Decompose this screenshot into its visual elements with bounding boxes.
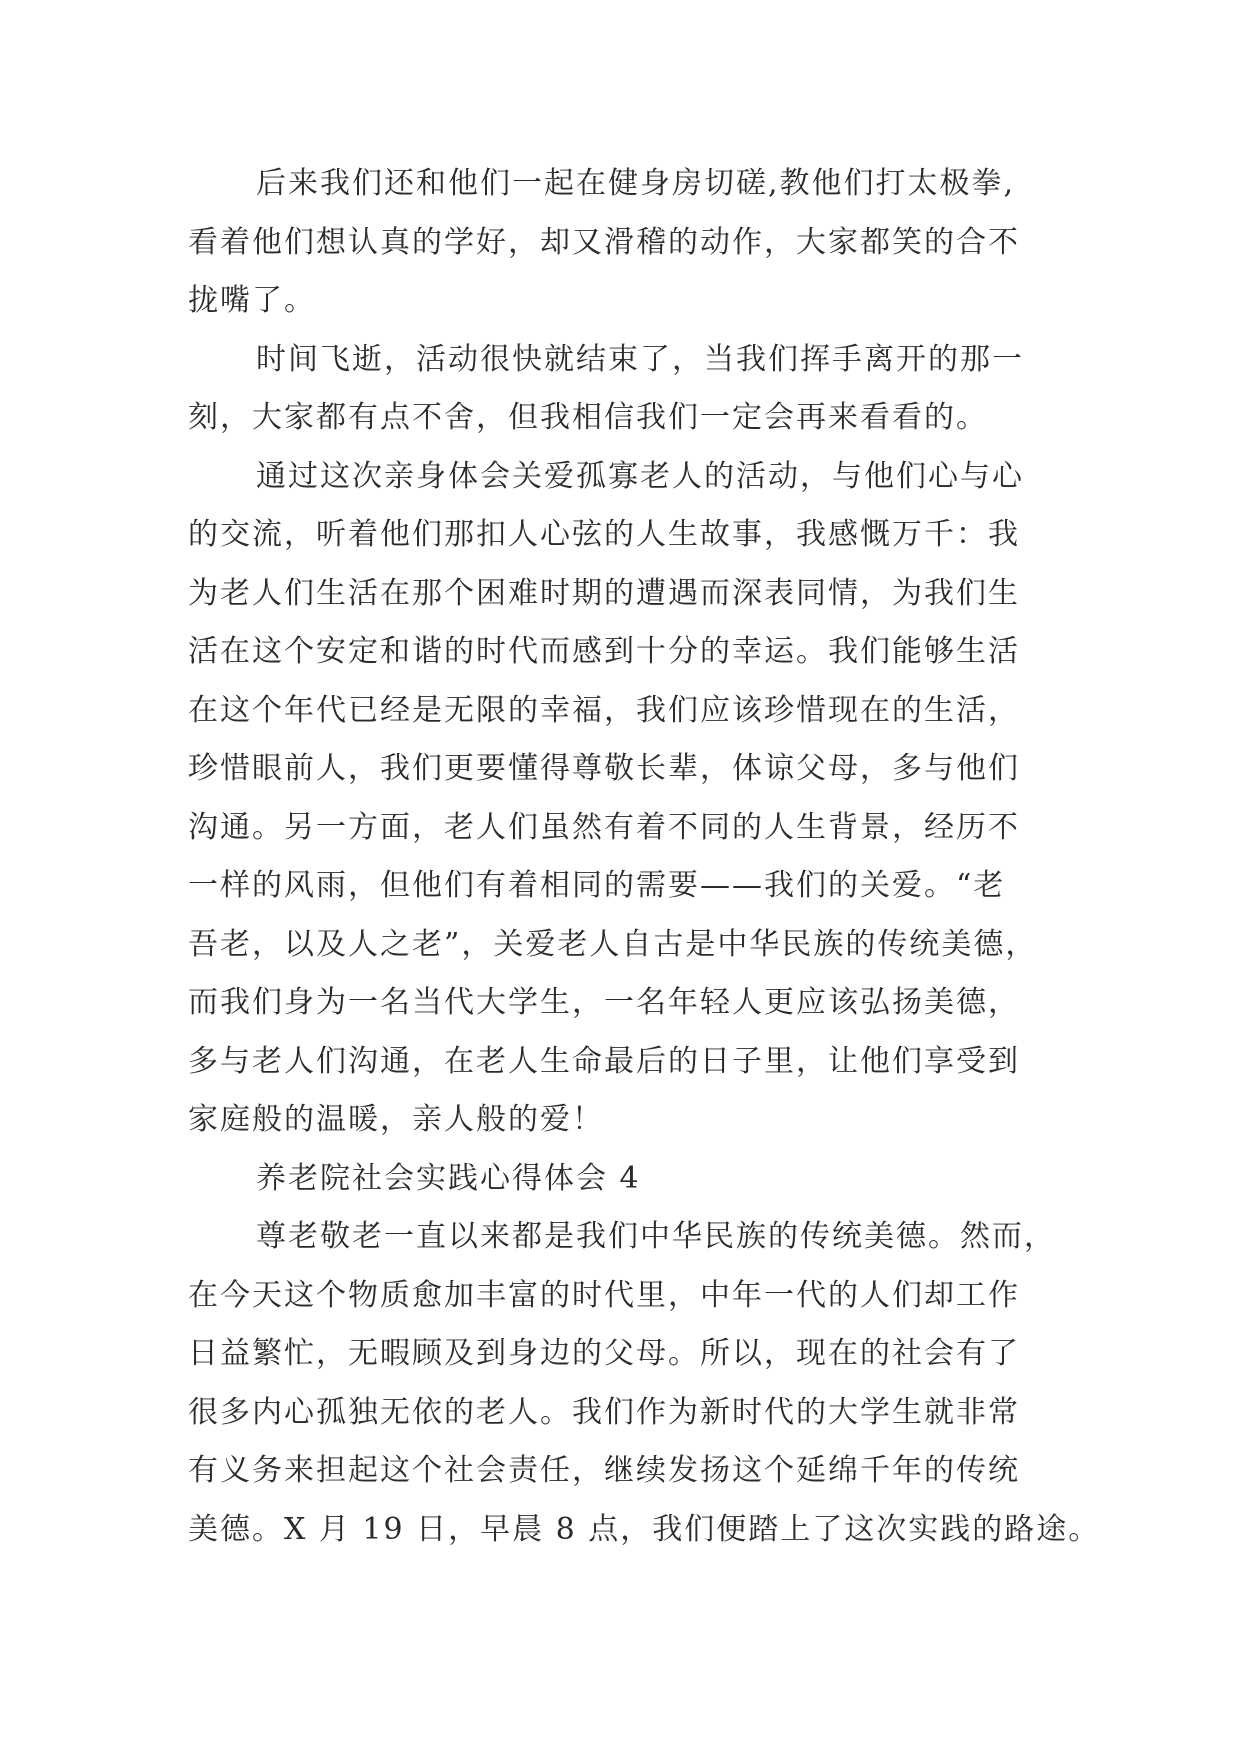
paragraph-line: 在今天这个物质愈加丰富的时代里，中年一代的人们却工作 bbox=[188, 1277, 1020, 1313]
paragraph-line: 刻，大家都有点不舍，但我相信我们一定会再来看看的。 bbox=[188, 400, 988, 435]
paragraph-1 bbox=[188, 155, 1058, 331]
paragraph-line: 有义务来担起这个社会责任，继续发扬这个延绵千年的传统 bbox=[188, 1453, 1020, 1488]
paragraph-line: 活在这个安定和谐的时代而感到十分的幸运。我们能够生活 bbox=[188, 634, 1020, 669]
section-heading: 养老院社会实践心得体会 4 bbox=[256, 1160, 641, 1196]
paragraph-line: 拢嘴了。 bbox=[188, 283, 316, 318]
paragraph-line: 吾老，以及人之老”，关爱老人自古是中华民族的传统美德， bbox=[188, 926, 1038, 962]
paragraph-line: 一样的风雨，但他们有着相同的需要——我们的关爱。“老 bbox=[188, 868, 1006, 903]
paragraph-line: 美德。X 月 19 日，早晨 8 点，我们便踏上了这次实践的路途。 bbox=[188, 1511, 1101, 1547]
paragraph-line: 的交流，听着他们那扣人心弦的人生故事，我感慨万千：我 bbox=[188, 517, 1020, 552]
paragraph-line: 为老人们生活在那个困难时期的遭遇而深表同情，为我们生 bbox=[188, 575, 1020, 611]
paragraph-line: 很多内心孤独无依的老人。我们作为新时代的大学生就非常 bbox=[188, 1394, 1020, 1430]
paragraph-2 bbox=[188, 331, 1058, 448]
paragraph-line: 家庭般的温暖，亲人般的爱！ bbox=[188, 1102, 604, 1137]
paragraph-line: 多与老人们沟通，在老人生命最后的日子里，让他们享受到 bbox=[188, 1043, 1020, 1079]
paragraph-line: 后来我们还和他们一起在健身房切磋,教他们打太极拳, bbox=[256, 166, 1016, 201]
paragraph-line: 看着他们想认真的学好，却又滑稽的动作，大家都笑的合不 bbox=[188, 224, 1020, 260]
paragraph-4 bbox=[188, 1208, 1101, 1559]
document-body bbox=[188, 155, 1101, 1559]
paragraph-line: 时间飞逝，活动很快就结束了，当我们挥手离开的那一 bbox=[256, 341, 1024, 377]
paragraph-line: 在这个年代已经是无限的幸福，我们应该珍惜现在的生活， bbox=[188, 692, 1020, 728]
paragraph-line: 日益繁忙，无暇顾及到身边的父母。所以，现在的社会有了 bbox=[188, 1336, 1020, 1371]
paragraph-line: 而我们身为一名当代大学生，一名年轻人更应该弘扬美德， bbox=[188, 985, 1020, 1020]
paragraph-line: 沟通。另一方面，老人们虽然有着不同的人生背景，经历不 bbox=[188, 809, 1020, 845]
paragraph-line: 珍惜眼前人，我们更要懂得尊敬长辈，体谅父母，多与他们 bbox=[188, 751, 1020, 786]
paragraph-3 bbox=[188, 448, 1058, 1150]
paragraph-line: 尊老敬老一直以来都是我们中华民族的传统美德。然而， bbox=[256, 1219, 1056, 1254]
paragraph-line: 通过这次亲身体会关爱孤寡老人的活动，与他们心与心 bbox=[256, 458, 1024, 494]
